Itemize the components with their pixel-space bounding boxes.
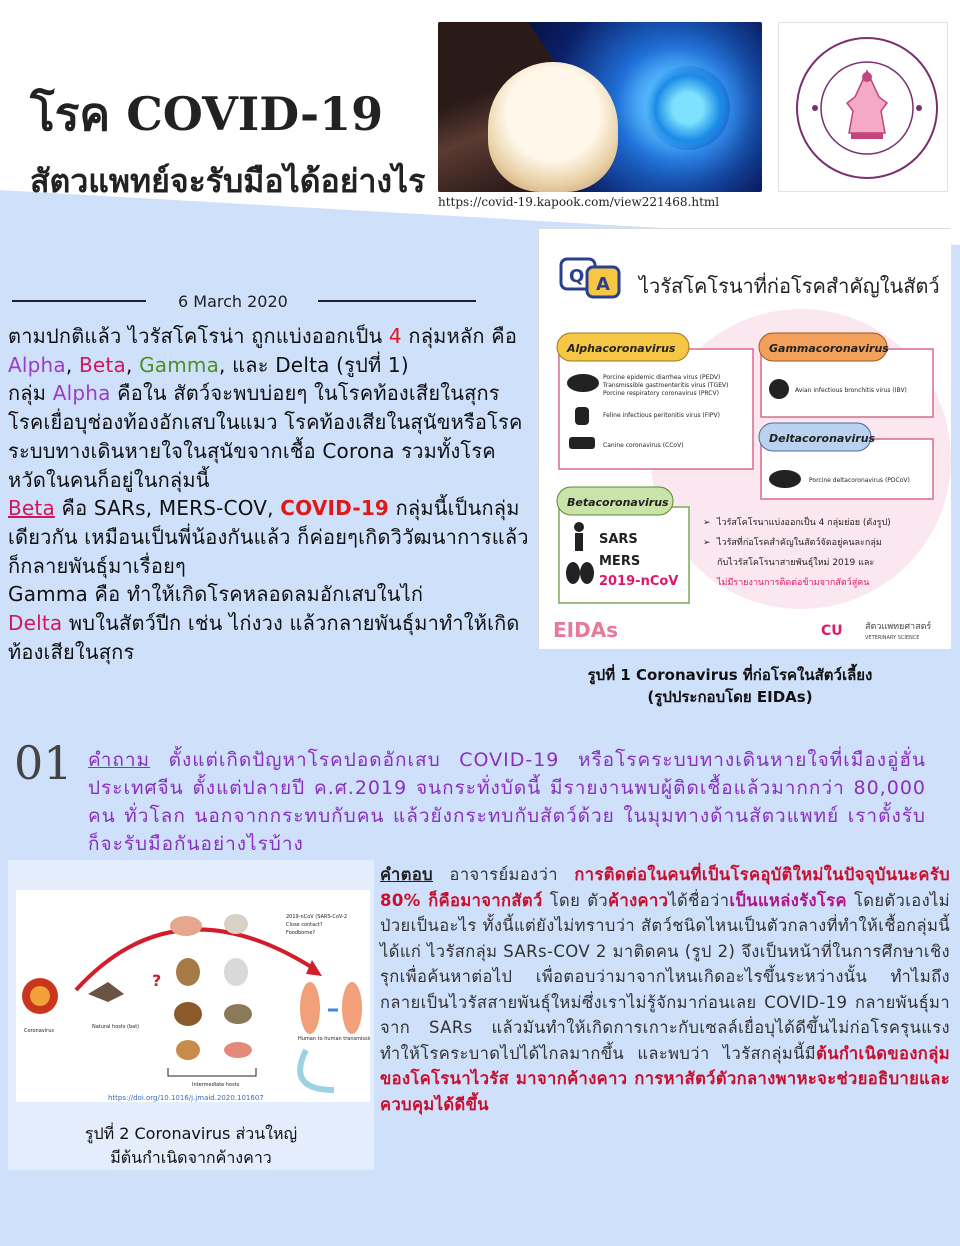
figure1-caption: รูปที่ 1 Coronavirus ที่ก่อโรคในสัตว์เลี้ยง (รูปประกอบโดย EIDAs) [587,666,873,706]
cat-icon [575,407,589,425]
figure2-card [8,860,374,1170]
svg-text:Foodborne?: Foodborne? [286,930,316,936]
page-subtitle: สัตวแพทย์จะรับมือได้อย่างไร [30,162,426,200]
svg-text:2019-nCoV (SARS-CoV-2: 2019-nCoV (SARS-CoV-2 [286,914,348,920]
svg-text:VETERINARY SCIENCE: VETERINARY SCIENCE [865,635,920,641]
question-text: คำถาม ตั้งแต่เกิดปัญหาโรคปอดอักเสบ COVID-19 หรือโรคระบบทางเดินหายใจที่เมืองอู่ฮั่น ประเทศจีน ตั้งแต่ปลายปี ค.ศ.2019 จนกระทั่งบัดนี้ มีรายงานพบผู้ติดเชื้อแล้วมากกว่า 80,000 คน ทั่วโลก นอกจากกระทบกับคน แล้วยังกระทบกับสัตว์ด้วย ในมุมทางด้านสัตวแพทย์ เราตั้งรับก็จะรับมือกันอย่างไรบ้าง [88,749,926,855]
svg-text:Natural hosts (bat): Natural hosts (bat) [92,1024,140,1030]
date-rule-left [12,300,146,302]
photo-source-url[interactable]: https://covid-19.kapook.com/view221468.html [438,195,720,209]
qa-a-letter: A [596,274,610,295]
doi-link: https://doi.org/10.1016/j.jmaid.2020.101607 [108,1094,264,1102]
virus-icon [646,66,730,150]
seal-logo-icon [793,33,941,183]
svg-text:Porcine deltacoronavirus (PDCo: Porcine deltacoronavirus (PDCoV) [809,477,910,484]
bat-icon [88,982,124,1002]
pig-icon [567,374,599,392]
svg-text:?: ? [152,971,162,990]
beta-label: Betacoronavirus [567,496,669,509]
svg-text:Avian infectious bronchitis vi: Avian infectious bronchitis virus (IBV) [795,387,907,394]
svg-text:2019-nCoV: 2019-nCoV [599,574,679,589]
qa-q-letter: Q [569,266,585,287]
figure2-caption: รูปที่ 2 Coronavirus ส่วนใหญ่ มีต้นกำเนิดจากค้างคาว [84,1124,298,1167]
svg-text:Human to human transmission: Human to human transmission [298,1036,370,1042]
delta-label: Deltacoronavirus [769,432,876,445]
svg-text:Feline infectious peritonitis: Feline infectious peritonitis virus (FIPV) [603,412,720,419]
figure2-illustration [16,890,370,1102]
svg-text:ไม่มีรายงานการติดต่อข้ามจากสัต: ไม่มีรายงานการติดต่อข้ามจากสัตว์สู่คน [717,578,870,588]
human-body-icon [300,982,362,1034]
svg-text:➢: ➢ [703,538,711,548]
svg-text:Close contact?: Close contact? [286,922,323,928]
dog-icon [569,437,595,449]
answer-label: คำตอบ [380,865,434,884]
figure1-card [538,228,950,648]
answer-text: คำตอบ อาจารย์มองว่า การติดต่อในคนที่เป็นโรคอุบัติใหม่ในปัจจุบันนะครับ 80% ก็คือมาจากสัตว์ โดย ตัวค้างคาวได้ชื่อว่าเป็นแหล่งรังโรค โดยตัวเองไม่ป่วยเป็นอะไร ทั้งนี้แต่ยังไม่ทราบว่า สัตว์ชนิดไหนเป็นตัวกลางที่ทำให้เชื้อกลุ่มนี้ ได้แก่ ไวรัสกลุ่ม SARs-COV 2 มาติดคน (รูป 2) จึงเป็นหน้าที่ในการศึกษาเชิงรุกเพื่อค้นหาต่อไป เพื่อตอบว่ามาจากไหนเกิดอะไรขึ้นระหว่างนั้น ทำไมถึงกลายเป็นไวรัสสายพันธุ์ใหม่ซึ่งเราไม่รู้จักมาก่อนเลย COVID-19 กลายพันธุ์มาจาก SARs แล้วมันทำให้เกิดการเกาะกับเซลล์เยื่อบุได้ดีขึ้นไม่ก่อโรครุนแรง ทำให้โรคระบาดไปได้ไกลมากขึ้น และพบว่า ไวรัสกลุ่มนี้มีต้นกำเนิดของกลุ่มของโคโรนาไวรัส มาจากค้างคาว การหาสัตว์ตัวกลางพาหะจะช่วยอธิบายและควบคุมได้ดีขึ้น [380,865,950,1114]
svg-text:SARS: SARS [599,532,638,547]
header-photo [438,22,762,192]
question-label: คำถาม [88,749,151,771]
svg-text:Porcine epidemic diarrhea viru: Porcine epidemic diarrhea virus (PEDV) [603,374,721,381]
faculty-seal [778,22,948,192]
date-rule-right [318,300,476,302]
svg-text:Coronavirus: Coronavirus [24,1028,54,1034]
chicken-icon [769,379,789,399]
svg-text:MERS: MERS [599,554,641,569]
cu-logo-icon: CU [821,623,843,639]
figure1-heading: ไวรัสโคโรนาที่ก่อโรคสำคัญในสัตว์ [639,274,940,298]
pig-icon [769,470,801,488]
gamma-label: Gammacoronavirus [769,342,889,355]
svg-text:Porcine respiratory coronaviru: Porcine respiratory coronavirus (PRCV) [603,390,719,397]
svg-text:Canine coronavirus (CCoV): Canine coronavirus (CCoV) [603,442,684,449]
svg-text:ไวรัสโคโรนาแบ่งออกเป็น 4 กลุ่ม: ไวรัสโคโรนาแบ่งออกเป็น 4 กลุ่มย่อย (ดังรูป) [717,518,891,528]
eidas-logo: EIDAs [553,618,619,642]
intro-text: ตามปกติแล้ว ไวรัสโคโรน่า ถูกแบ่งออกเป็น 4 กลุ่มหลัก คือ Alpha, Beta, Gamma, และ Delta (รูปที่ 1) กลุ่ม Alpha คือใน สัตว์จะพบบ่อยๆ ในโรคท้องเสียในสุกร โรคเยื่อบุช่องท้องอักเสบในแมว โรคท้องเสียในสุนัขหรือโรคระบบทางเดินหายใจในสุนัขจากเชื้อ Corona รวมทั้งโรคหวัดในคนก็อยู่ในกลุ่มนี้ Beta คือ SARs, MERS-COV, COVID-19 กลุ่มนี้เป็นกลุ่มเดียวกัน เหมือนเป็นพี่น้องกันแล้ว ก็ค่อยๆเกิดวิวัฒนาการแล้วก็กลายพันธุ์มาเรื่อยๆ Gamma คือ ทำให้เกิดโรคหลอดลมอักเสบในไก่ Delta พบในสัตว์ปีก เช่น ไก่งวง แล้วกลายพันธุ์มาทำให้เกิดท้องเสียในสุกร [8,324,529,664]
svg-text:Transmissible gastroenteritis: Transmissible gastroenteritis virus (TGEV) [603,382,729,389]
svg-text:สัตวแพทยศาสตร์: สัตวแพทยศาสตร์ [865,622,932,632]
page-title: โรค COVID-19 [30,87,384,141]
figure1-illustration [539,229,951,649]
publish-date: 6 March 2020 [178,292,288,311]
svg-text:Intermediate hosts: Intermediate hosts [192,1082,240,1088]
human-icon [574,522,584,551]
dog-figure [488,62,618,192]
alpha-label: Alphacoronavirus [567,342,676,355]
svg-text:ไวรัสที่ก่อโรคสำคัญในสัตว์จัดอ: ไวรัสที่ก่อโรคสำคัญในสัตว์จัดอยู่คนละกลุ่ม [717,538,882,548]
svg-text:➢: ➢ [703,518,711,528]
svg-text:กับไวรัสโคโรนาสายพันธุ์ใหม่ 20: กับไวรัสโคโรนาสายพันธุ์ใหม่ 2019 และ [717,558,875,568]
section-number: 01 [14,736,73,790]
